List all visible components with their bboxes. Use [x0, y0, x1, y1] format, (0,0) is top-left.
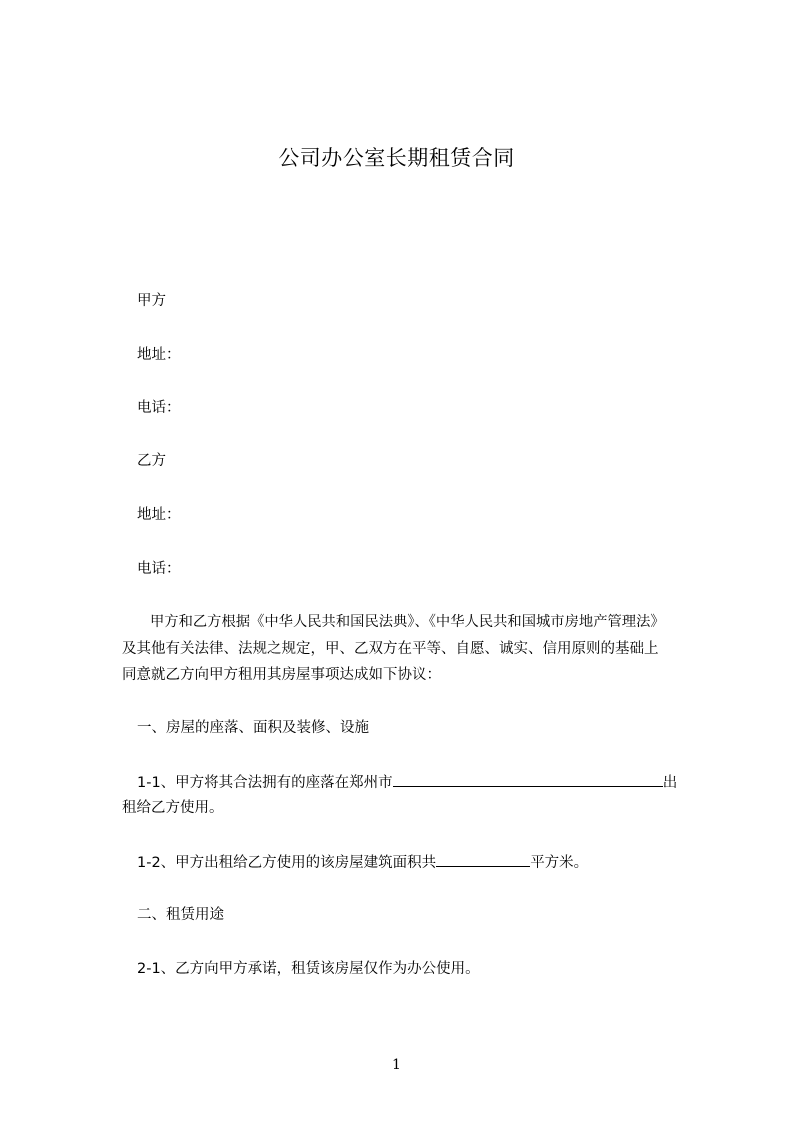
party-a-label: 甲方	[137, 293, 166, 309]
document-title: 公司办公室长期租赁合同	[278, 146, 515, 170]
clause-1-2-text: 1-2、甲方出租给乙方使用的该房屋建筑面积共	[137, 855, 437, 871]
party-b-label: 乙方	[137, 453, 166, 469]
intro-line-3: 同意就乙方向甲方租用其房屋事项达成如下协议：	[122, 667, 441, 683]
party-a-address-label: 地址：	[137, 347, 181, 363]
clause-1-1-suffix: 出	[662, 775, 678, 791]
section-2-heading: 二、租赁用途	[137, 907, 224, 923]
section-1-heading: 一、房屋的座落、面积及装修、设施	[137, 720, 369, 736]
clause-1-2-suffix: 平方米。	[530, 855, 589, 871]
party-b-phone-label: 电话：	[137, 561, 181, 577]
intro-line-2: 及其他有关法律、法规之规定，甲、乙双方在平等、自愿、诚实、信用原则的基础上	[122, 641, 659, 657]
party-b-address-label: 地址：	[137, 507, 181, 523]
clause-1-1	[137, 772, 677, 793]
clause-2-1: 2-1、乙方向甲方承诺，租赁该房屋仅作为办公使用。	[137, 961, 480, 977]
page-number: 1	[392, 1057, 401, 1073]
area-blank	[436, 852, 530, 867]
party-a-phone-label: 电话：	[137, 400, 181, 416]
clause-1-1-continuation: 租给乙方使用。	[122, 800, 224, 816]
clause-1-2	[137, 852, 588, 873]
location-blank	[393, 772, 663, 787]
intro-line-1: 甲方和乙方根据《中华人民共和国民法典》、《中华人民共和国城市房地产管理法》	[150, 614, 665, 630]
clause-1-1-text: 1-1、甲方将其合法拥有的座落在郑州市	[137, 775, 393, 791]
